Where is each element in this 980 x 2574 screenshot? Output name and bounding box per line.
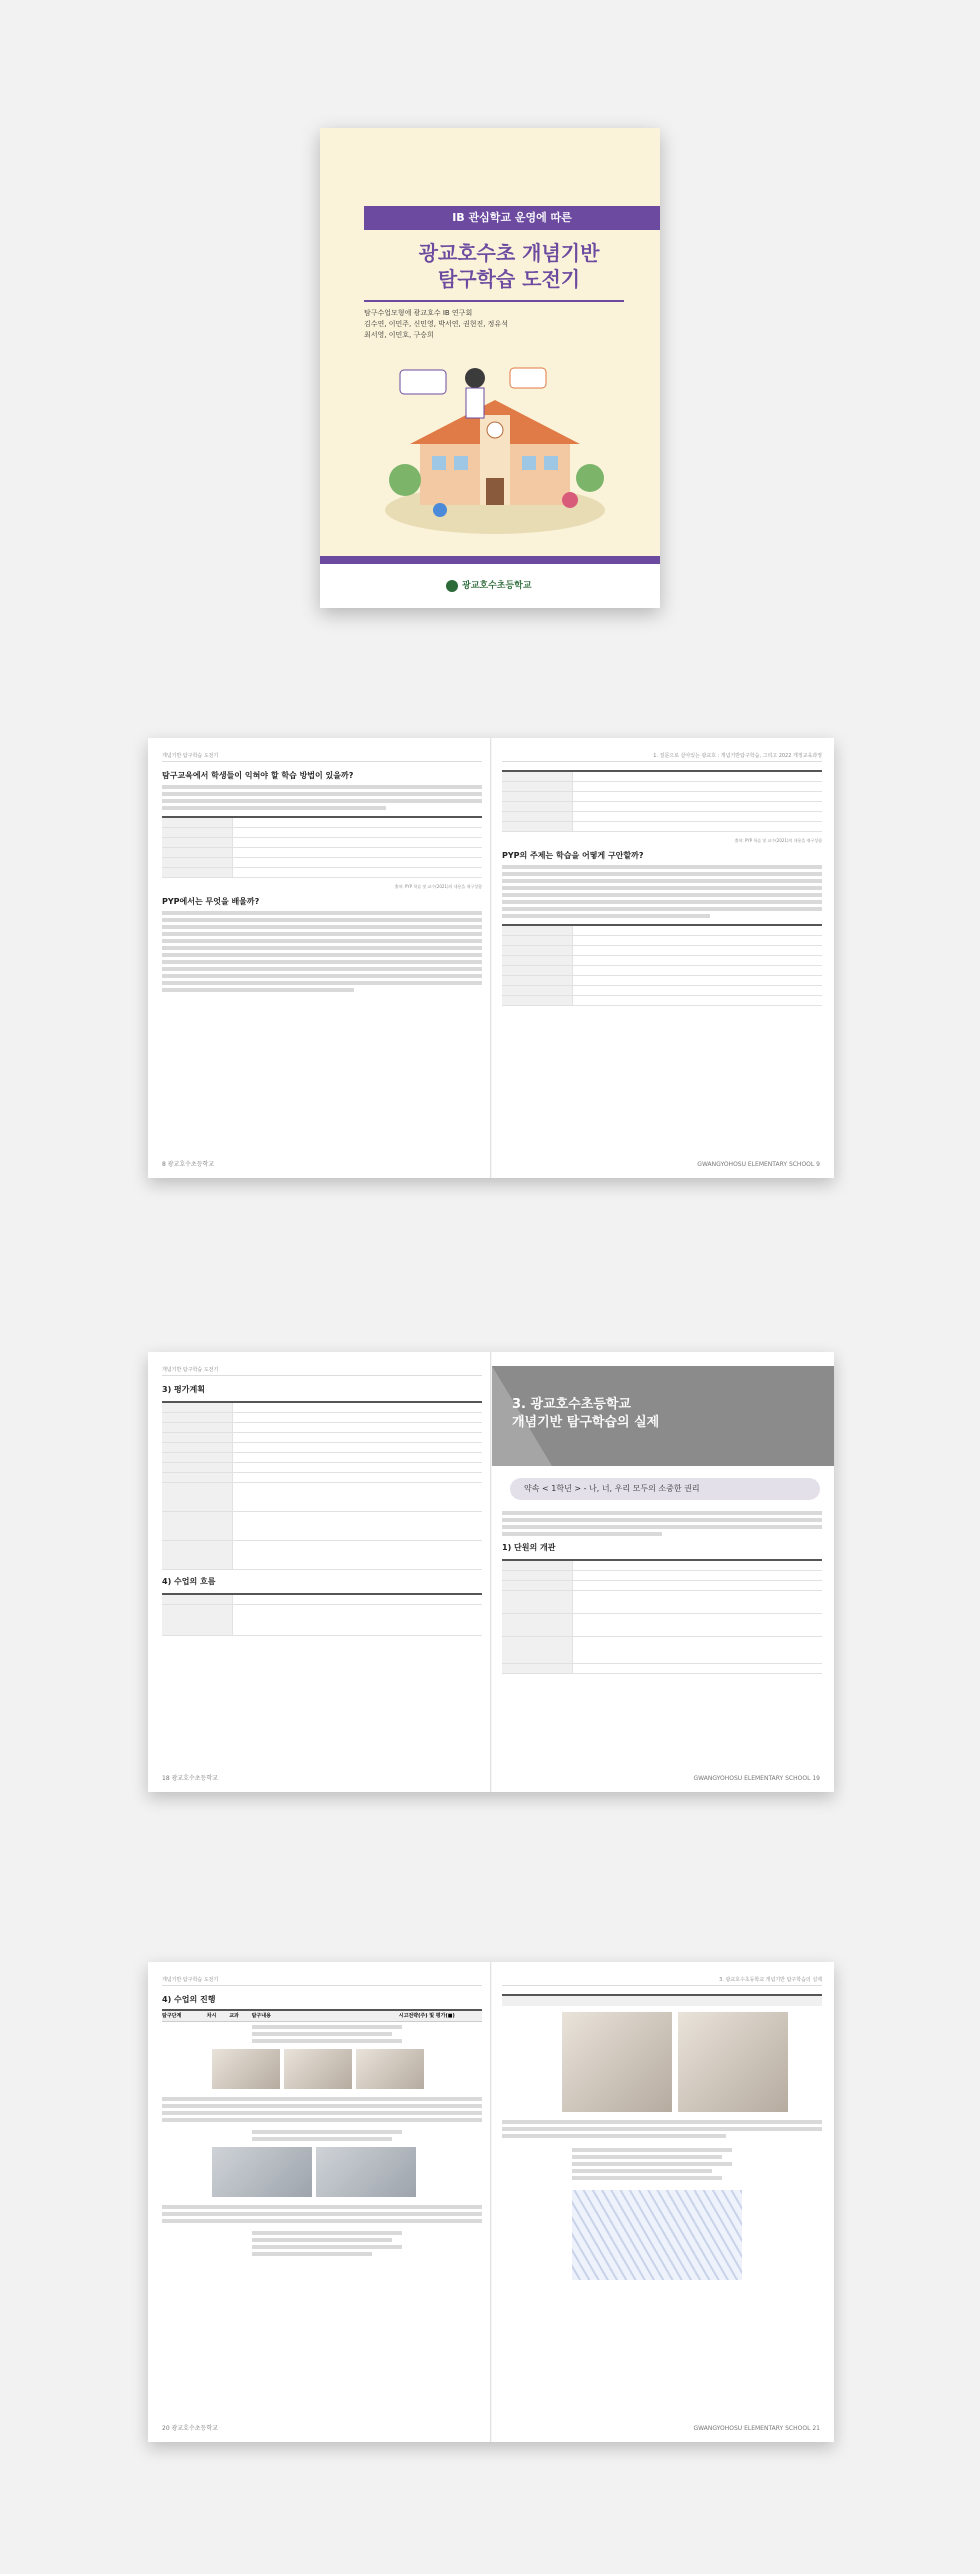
school-emblem-icon	[446, 580, 458, 592]
school-logo	[446, 578, 532, 592]
classroom-photo	[212, 2049, 280, 2089]
page-footer-right	[697, 1161, 820, 1168]
school-name: 광교호수초등학교	[462, 581, 532, 591]
page-20	[162, 1976, 482, 2259]
learning-skills-table	[162, 816, 482, 878]
cover-tag: IB 관심학교 운영에 따른	[364, 206, 660, 230]
concept-table	[502, 770, 822, 832]
page-number: 20	[162, 2425, 170, 2432]
footer-school-en: GWANGYOHOSU ELEMENTARY SCHOOL	[693, 1775, 811, 1782]
page-footer-left	[162, 1159, 214, 1168]
book-fold	[490, 1962, 492, 2442]
cover-footer-bar	[320, 556, 660, 564]
question-heading-1: 탐구교육에서 학생들이 익혀야 할 학습 방법이 있을까?	[162, 771, 354, 780]
running-header: 개념기반 탐구학습 도전기	[162, 1366, 482, 1376]
page-number: 8	[162, 1161, 166, 1168]
source-note: 출처: PYP 학습 및 교수(2021)의 내용을 재구성함	[394, 884, 482, 889]
col-period: 차시	[206, 2013, 217, 2019]
classroom-photo	[284, 2049, 352, 2089]
page-footer-right	[693, 1775, 820, 1782]
chapter-banner	[492, 1366, 834, 1466]
page-9	[502, 752, 822, 1012]
running-header: 개념기반 탐구학습 도전기	[162, 752, 482, 762]
cover-footer	[320, 556, 660, 608]
cover-title-line1: 광교호수초 개념기반	[418, 241, 600, 265]
cover-title	[364, 240, 654, 292]
source-note: 출처: PYP 학습 및 교수(2021)의 내용을 재구성함	[734, 838, 822, 843]
col-content: 탐구내용	[251, 2013, 271, 2019]
spread-1	[148, 738, 834, 1178]
section-heading: 4) 수업의 흐름	[162, 1577, 216, 1586]
footer-school-en: GWANGYOHOSU ELEMENTARY SCHOOL	[697, 1161, 815, 1168]
col-stage: 탐구단계	[162, 2013, 182, 2019]
page-18	[162, 1366, 482, 1642]
assessment-plan-table	[162, 1401, 482, 1570]
question-heading-3: PYP의 주제는 학습을 어떻게 구안할까?	[502, 851, 644, 860]
book-fold	[490, 738, 492, 1178]
section-heading: 4) 수업의 진행	[162, 1995, 216, 2004]
authors-line2: 김수연, 이민주, 신민영, 박서연, 권현진, 정유석	[364, 320, 508, 328]
section-heading: 3) 평가계획	[162, 1385, 205, 1394]
lesson-flow-table	[162, 1593, 482, 1636]
page-number: 18	[162, 1775, 170, 1782]
chapter-title	[512, 1396, 659, 1432]
spread-2	[148, 1352, 834, 1792]
col-strategy: 시고전략(주) 및 평가(■)	[398, 2013, 455, 2019]
authors-line1: 탐구수업모형에 광교호수 IB 연구회	[364, 309, 473, 317]
school-illustration	[380, 360, 610, 540]
footer-school: 광교호수초등학교	[171, 1775, 218, 1782]
col-subject: 교과	[229, 2013, 239, 2019]
cover-divider	[364, 300, 624, 302]
page-8	[162, 752, 482, 995]
progress-table-header	[162, 2009, 482, 2022]
unit-title-pill: 약속 < 1학년 > - 나, 너, 우리 모두의 소중한 권리	[510, 1478, 820, 1500]
running-header: 개념기반 탐구학습 도전기	[162, 1976, 482, 1986]
cover-authors	[364, 308, 514, 341]
running-header-right: 1. 질문으로 살아있는 광교호 : 개념기반탐구학습, 그리고 2022 개정교육과정	[502, 752, 822, 762]
book-cover	[320, 128, 660, 608]
question-heading-2: PYP에서는 무엇을 배울까?	[162, 897, 260, 906]
table-header-row	[502, 1994, 822, 2006]
page-number: 21	[812, 2425, 820, 2432]
unit-overview-table	[502, 1559, 822, 1674]
chapter-title-line2: 개념기반 탐구학습의 실제	[512, 1415, 660, 1430]
student-work-photo	[678, 2012, 788, 2112]
chapter-title-line1: 3. 광교호수초등학교	[512, 1397, 631, 1412]
classroom-photo	[316, 2147, 416, 2197]
footer-school: 광교호수초등학교	[167, 1161, 215, 1168]
page-footer-left	[162, 1773, 218, 1782]
page-footer-right	[693, 2425, 820, 2432]
page-number: 19	[812, 1775, 820, 1782]
page-number: 9	[816, 1161, 820, 1168]
running-header-right: 3. 광교호수초등학교 개념기반 탐구학습의 실제	[502, 1976, 822, 1986]
classroom-photo	[356, 2049, 424, 2089]
footer-school-en: GWANGYOHOSU ELEMENTARY SCHOOL	[693, 2425, 811, 2432]
page-footer-left	[162, 2423, 218, 2432]
cover-title-line2: 탐구학습 도전기	[437, 267, 581, 291]
footer-school: 광교호수초등학교	[171, 2425, 218, 2432]
page-21	[502, 1976, 822, 2280]
hexagon-activity-photo	[572, 2190, 742, 2280]
spread-3	[148, 1962, 834, 2442]
key-concept-table	[502, 924, 822, 1006]
section-heading: 1) 단원의 개관	[502, 1543, 556, 1552]
classroom-photo	[212, 2147, 312, 2197]
student-work-photo	[562, 2012, 672, 2112]
authors-line3: 최서영, 이민호, 구승희	[364, 331, 434, 339]
page-19	[502, 1508, 822, 1680]
